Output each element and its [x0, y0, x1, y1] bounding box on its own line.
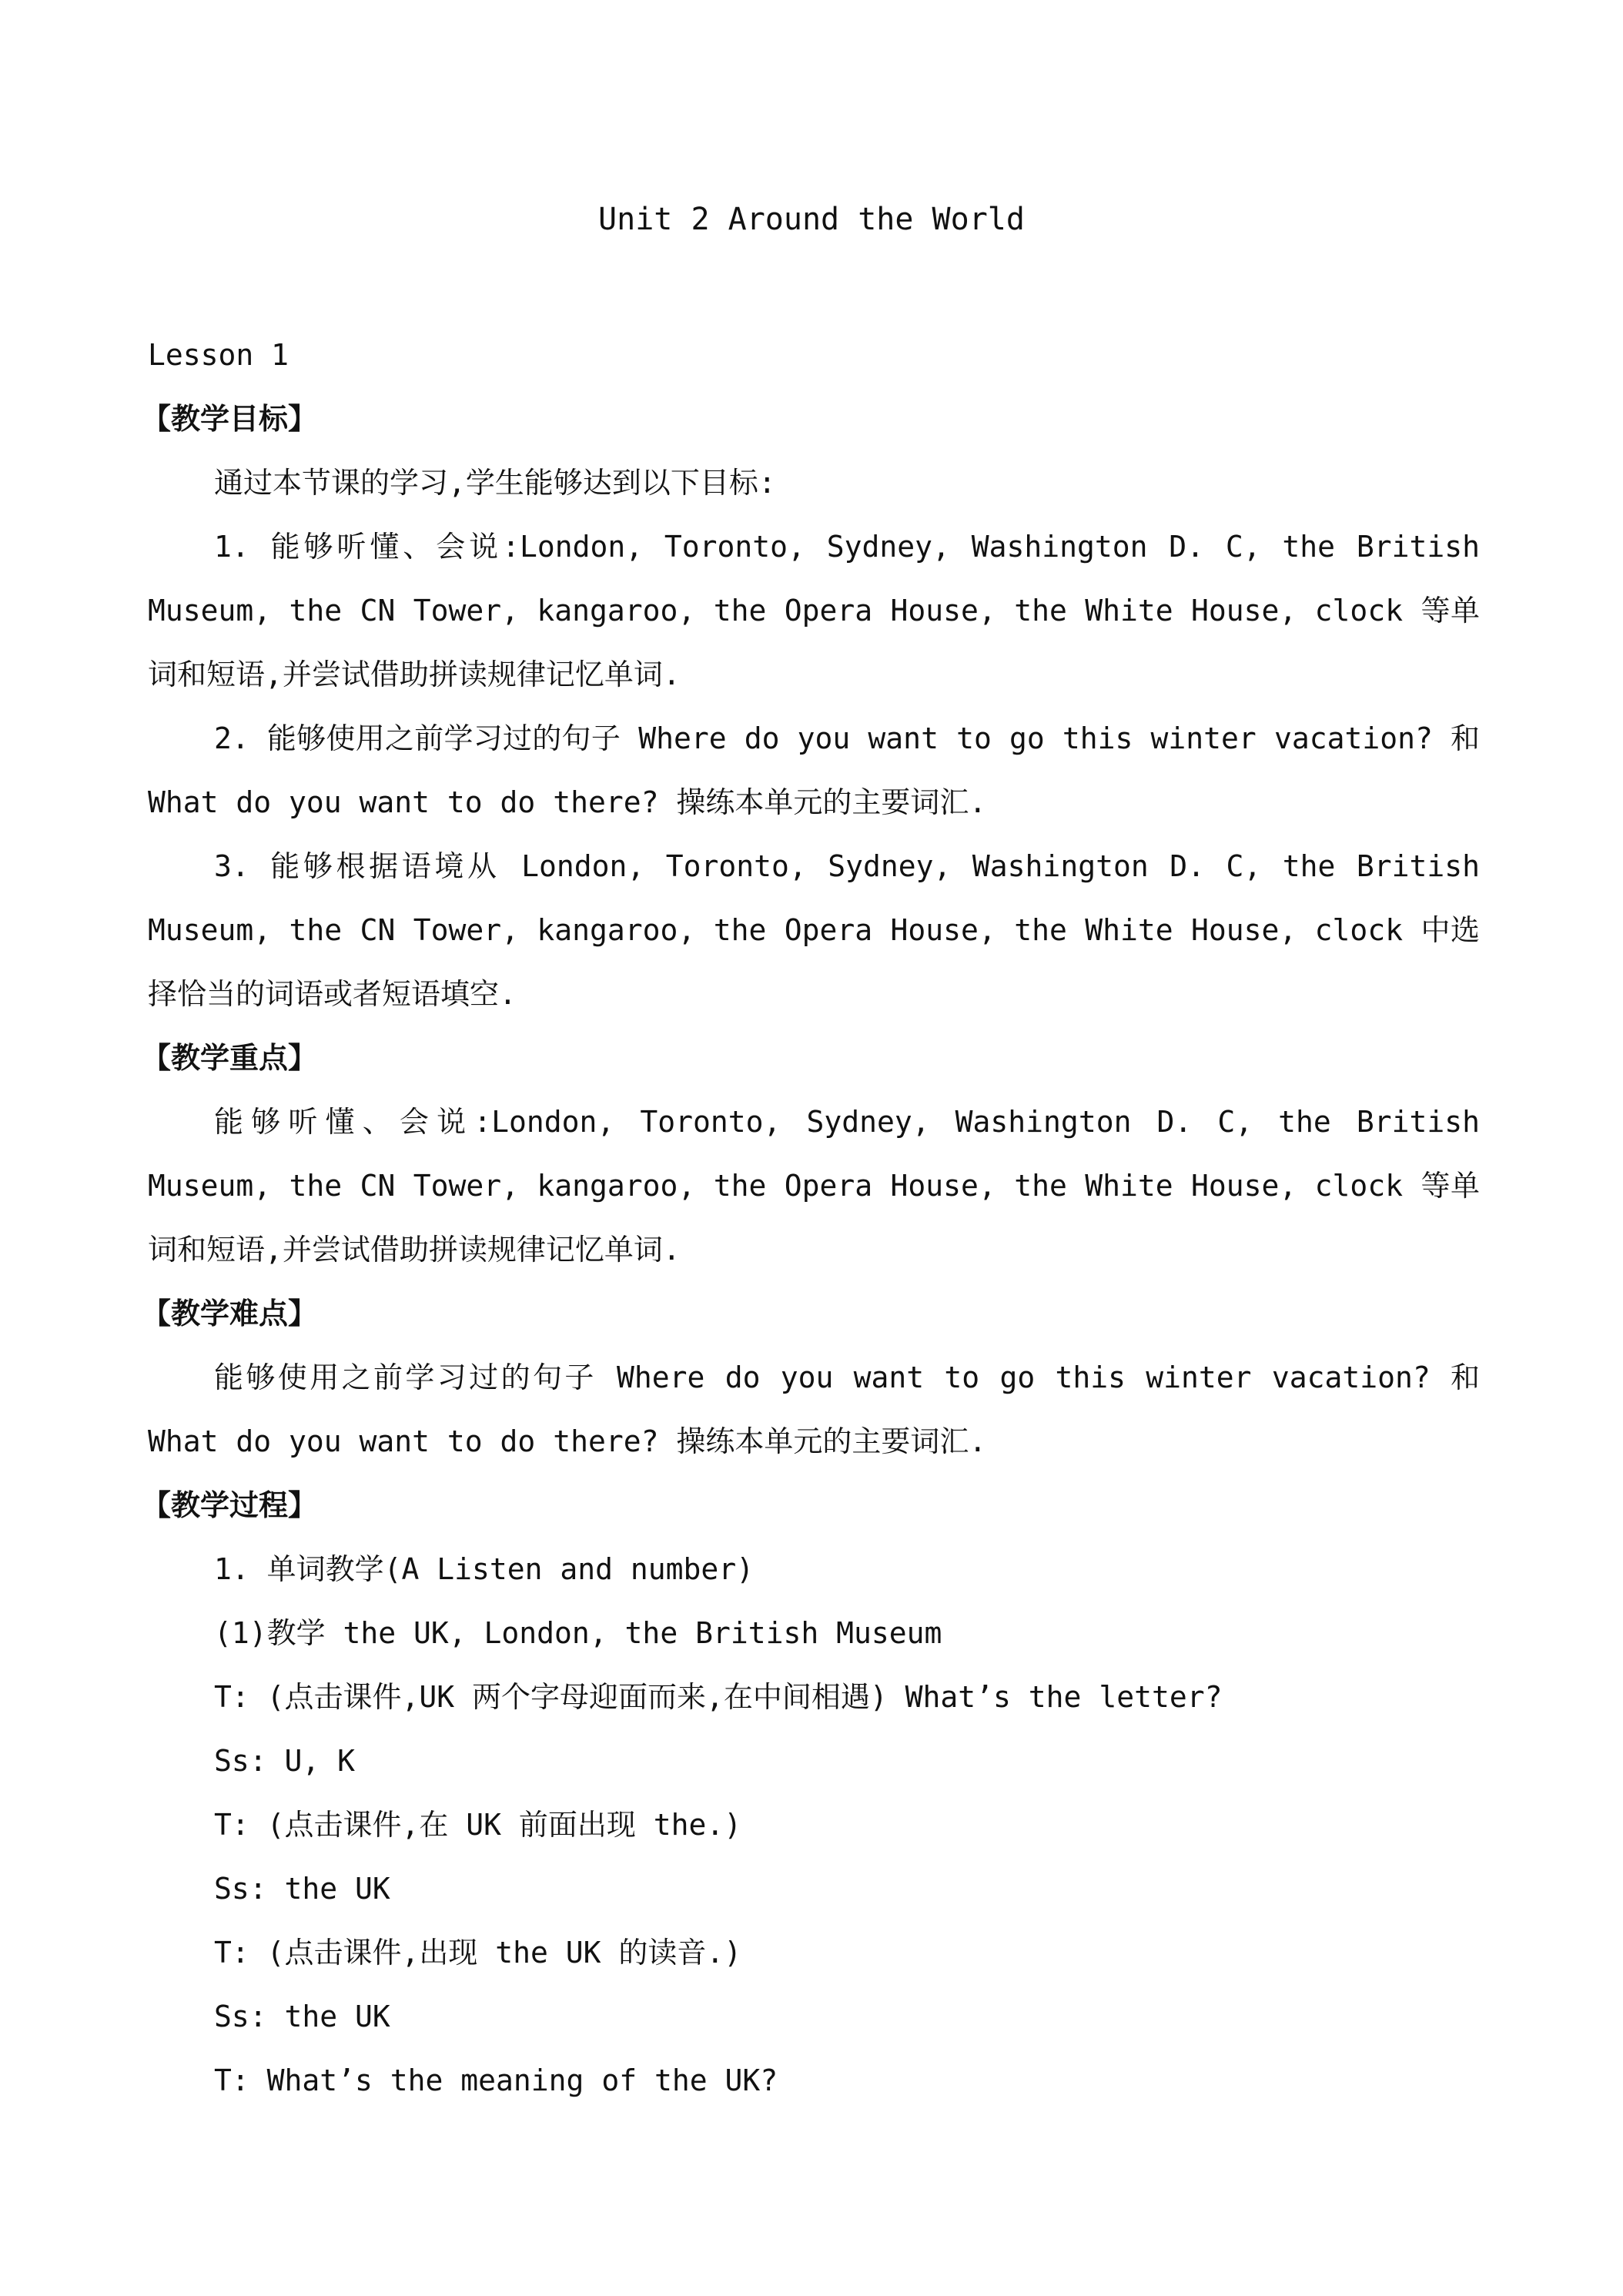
- process-line: T: (点击课件,在 UK 前面出现 the.): [214, 1808, 742, 1842]
- process-line: (1)教学 the UK, London, the British Museum: [214, 1616, 942, 1650]
- objectives-heading: 【教学目标】: [142, 402, 318, 436]
- objectives-intro: 通过本节课的学习,学生能够达到以下目标:: [214, 466, 776, 500]
- process-line: 1. 单词教学(A Listen and number): [214, 1552, 755, 1586]
- process-line: T: What’s the meaning of the UK?: [214, 2063, 778, 2097]
- objective-2: 2. 能够使用之前学习过的句子 Where do you want to go this winter vacation? 和 What do you want to do there? 操练本单元的主要词汇.: [148, 721, 1480, 819]
- process-line: Ss: the UK: [214, 2000, 390, 2033]
- process-line: Ss: the UK: [214, 1872, 390, 1906]
- process-line: Ss: U, K: [214, 1744, 356, 1778]
- objective-3: 3. 能够根据语境从 London, Toronto, Sydney, Washington D. C, the British Museum, the CN Tower, kangaroo, the Opera House, the White House, clock 中选择恰当的词语或者短语填空.: [148, 849, 1480, 1011]
- key-points-heading: 【教学重点】: [142, 1041, 318, 1075]
- difficulties-heading: 【教学难点】: [142, 1297, 318, 1330]
- difficulties-text: 能够使用之前学习过的句子 Where do you want to go this winter vacation? 和 What do you want to do there? 操练本单元的主要词汇.: [148, 1361, 1480, 1458]
- document-body: [142, 323, 1480, 2113]
- key-points-text: 能够听懂、会说:London, Toronto, Sydney, Washington D. C, the British Museum, the CN Tower, kangaroo, the Opera House, the White House, clock 等单词和短语,并尝试借助拼读规律记忆单词.: [148, 1105, 1480, 1267]
- process-heading: 【教学过程】: [142, 1488, 318, 1522]
- document-title: Unit 2 Around the World: [598, 202, 1025, 237]
- process-line: T: (点击课件,出现 the UK 的读音.): [214, 1936, 742, 1970]
- process-line: T: (点击课件,UK 两个字母迎面而来,在中间相遇) What’s the letter?: [214, 1680, 1223, 1714]
- lesson-label: Lesson 1: [148, 338, 289, 372]
- objective-1: 1. 能够听懂、会说:London, Toronto, Sydney, Washington D. C, the British Museum, the CN Tower, kangaroo, the Opera House, the White House, clock 等单词和短语,并尝试借助拼读规律记忆单词.: [148, 530, 1480, 691]
